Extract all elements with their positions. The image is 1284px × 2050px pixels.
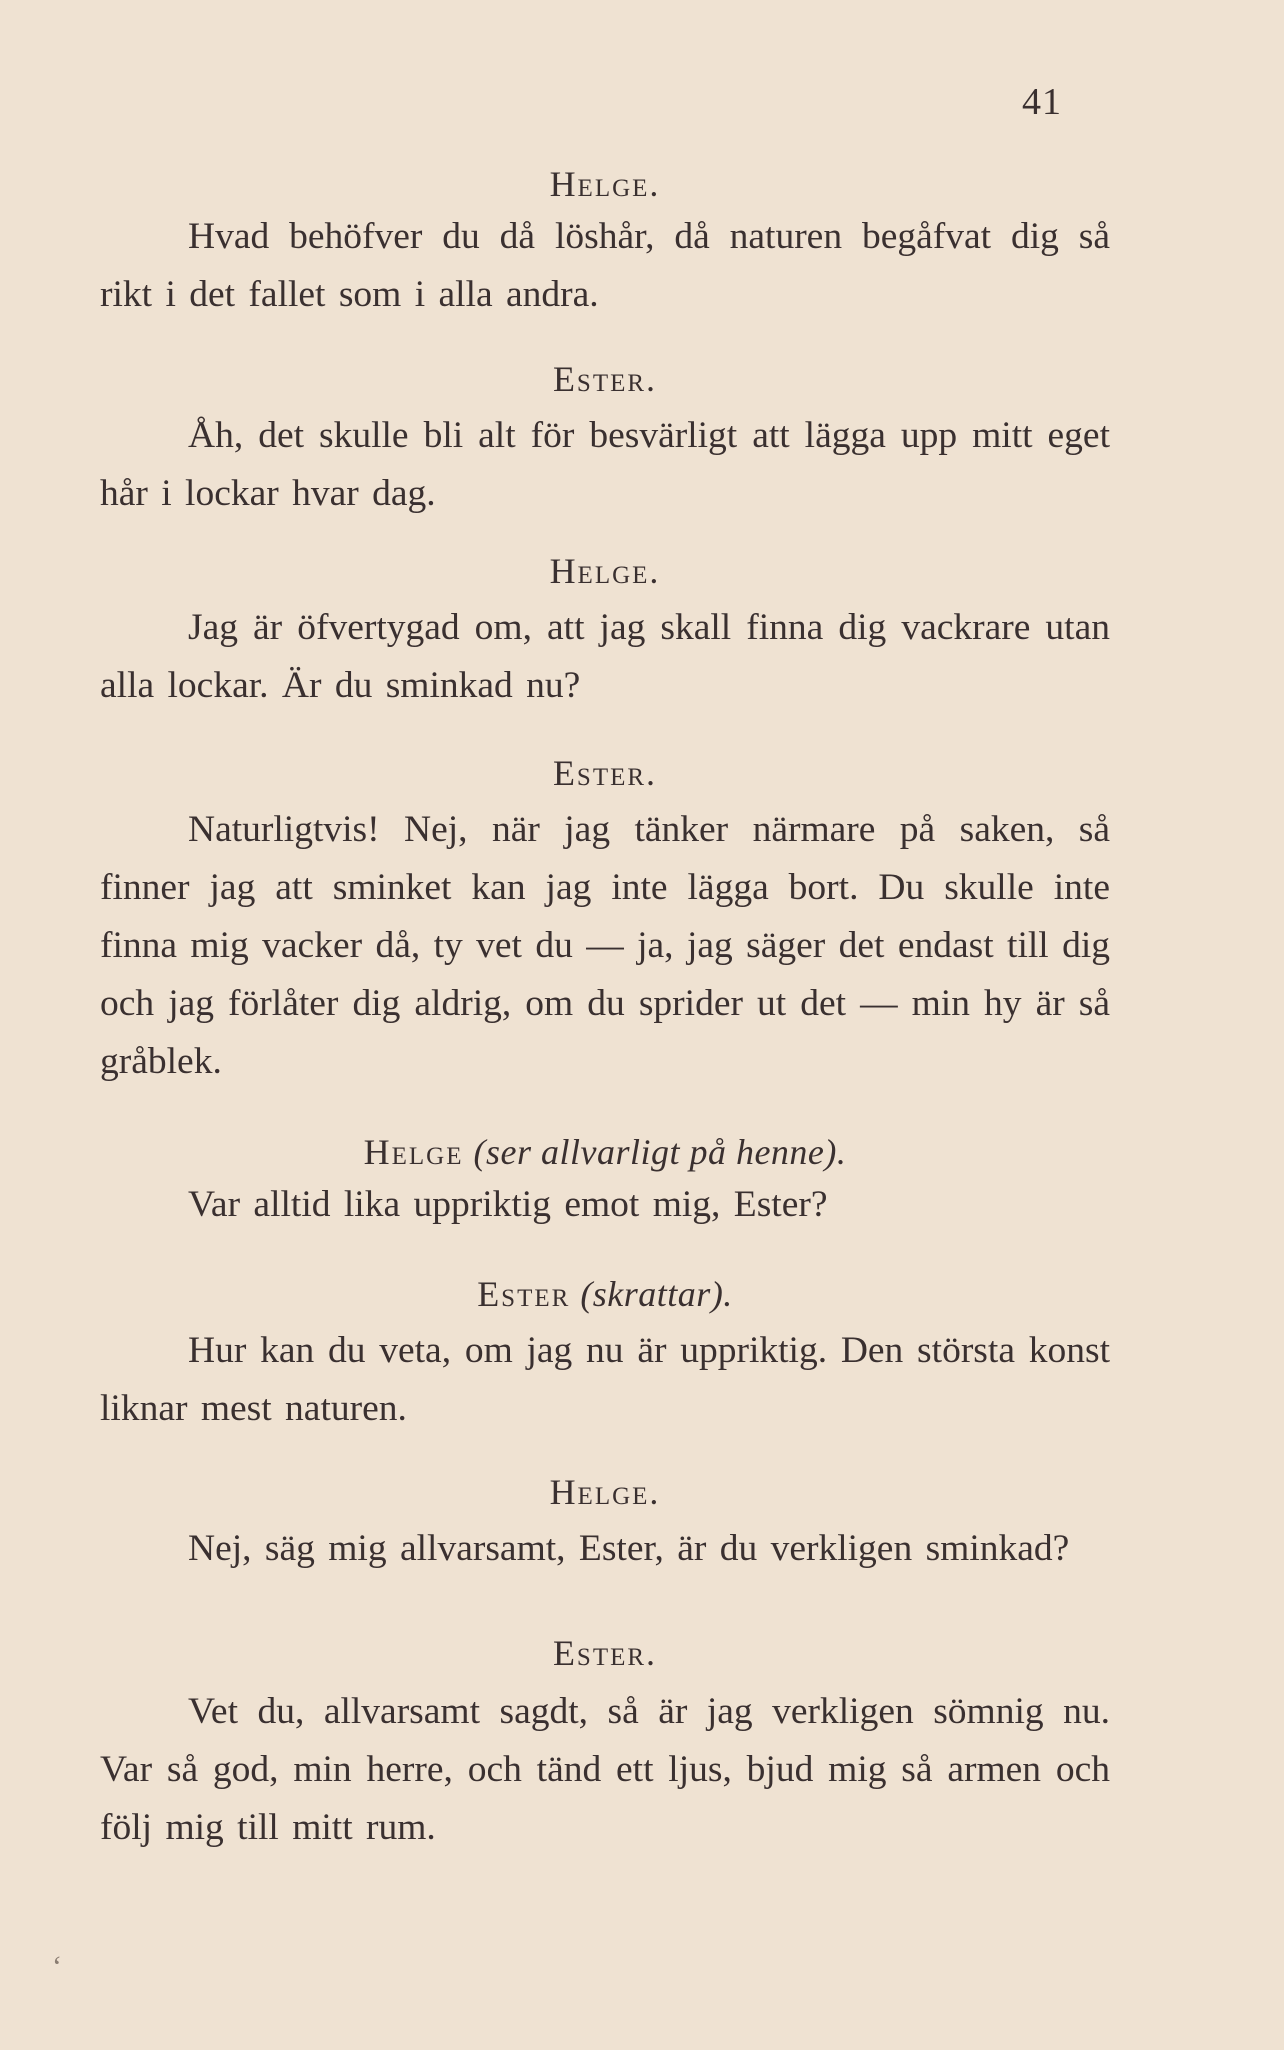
speech-paragraph: Var alltid lika uppriktig emot mig, Ester? (188, 1184, 828, 1225)
speech-paragraph: Jag är öfvertygad om, att jag skall finna dig vackrare utan alla lockar. Är du sminkad nu? (100, 607, 1110, 706)
speaker-line (100, 1472, 1110, 1512)
speech-paragraph: Hvad behöfver du då löshår, då naturen begåfvat dig så rikt i det fallet som i alla andra. (100, 216, 1110, 315)
speaker-line (100, 551, 1110, 591)
speaker-line (100, 1132, 1110, 1172)
speaker-line (100, 359, 1110, 399)
speech-paragraph: Vet du, allvarsamt sagdt, så är jag verkligen sömnig nu. Var så god, min herre, och tänd ett ljus, bjud mig så armen och följ mig till mitt rum. (100, 1691, 1110, 1848)
dialogue-block (100, 1132, 1110, 1234)
stage-direction: (ser allvarligt på henne). (473, 1132, 847, 1172)
dialogue-block (100, 1472, 1110, 1578)
dialogue-block (100, 753, 1110, 1091)
speaker-name: Helge. (549, 551, 661, 591)
speaker-line (100, 1274, 1110, 1314)
dialogue-block (100, 359, 1110, 523)
dialogue-block (100, 1633, 1110, 1857)
dialogue-block (100, 551, 1110, 715)
paper-mark: ‘ (52, 1950, 62, 1983)
speaker-line (100, 164, 1110, 204)
speaker-name: Ester. (552, 359, 658, 399)
speaker-name: Helge. (549, 164, 661, 204)
stage-direction: (skrattar). (580, 1274, 733, 1314)
speaker-name: Helge. (549, 1472, 661, 1512)
speaker-name: Ester. (552, 1633, 658, 1673)
speaker-name: Ester (477, 1274, 571, 1314)
page-number: 41 (1022, 81, 1062, 123)
dialogue-block (100, 1274, 1110, 1438)
speech-paragraph: Åh, det skulle bli alt för besvärligt att lägga upp mitt eget hår i lockar hvar dag. (100, 415, 1110, 514)
speaker-name: Helge (363, 1132, 464, 1172)
speaker-line (100, 753, 1110, 793)
speech-paragraph: Naturligtvis! Nej, när jag tänker närmare på saken, så finner jag att sminket kan jag inte lägga bort. Du skulle inte finna mig vacker då, ty vet du — ja, jag säger det endast till dig och jag förlåter dig aldrig, om du sprider ut det — min hy är så gråblek. (100, 809, 1110, 1082)
dialogue-block (100, 164, 1110, 324)
speaker-line (100, 1633, 1110, 1673)
speaker-name: Ester. (552, 753, 658, 793)
speech-paragraph: Hur kan du veta, om jag nu är uppriktig. Den största konst liknar mest naturen. (100, 1330, 1110, 1429)
speech-paragraph: Nej, säg mig allvarsamt, Ester, är du verkligen sminkad? (188, 1528, 1070, 1569)
